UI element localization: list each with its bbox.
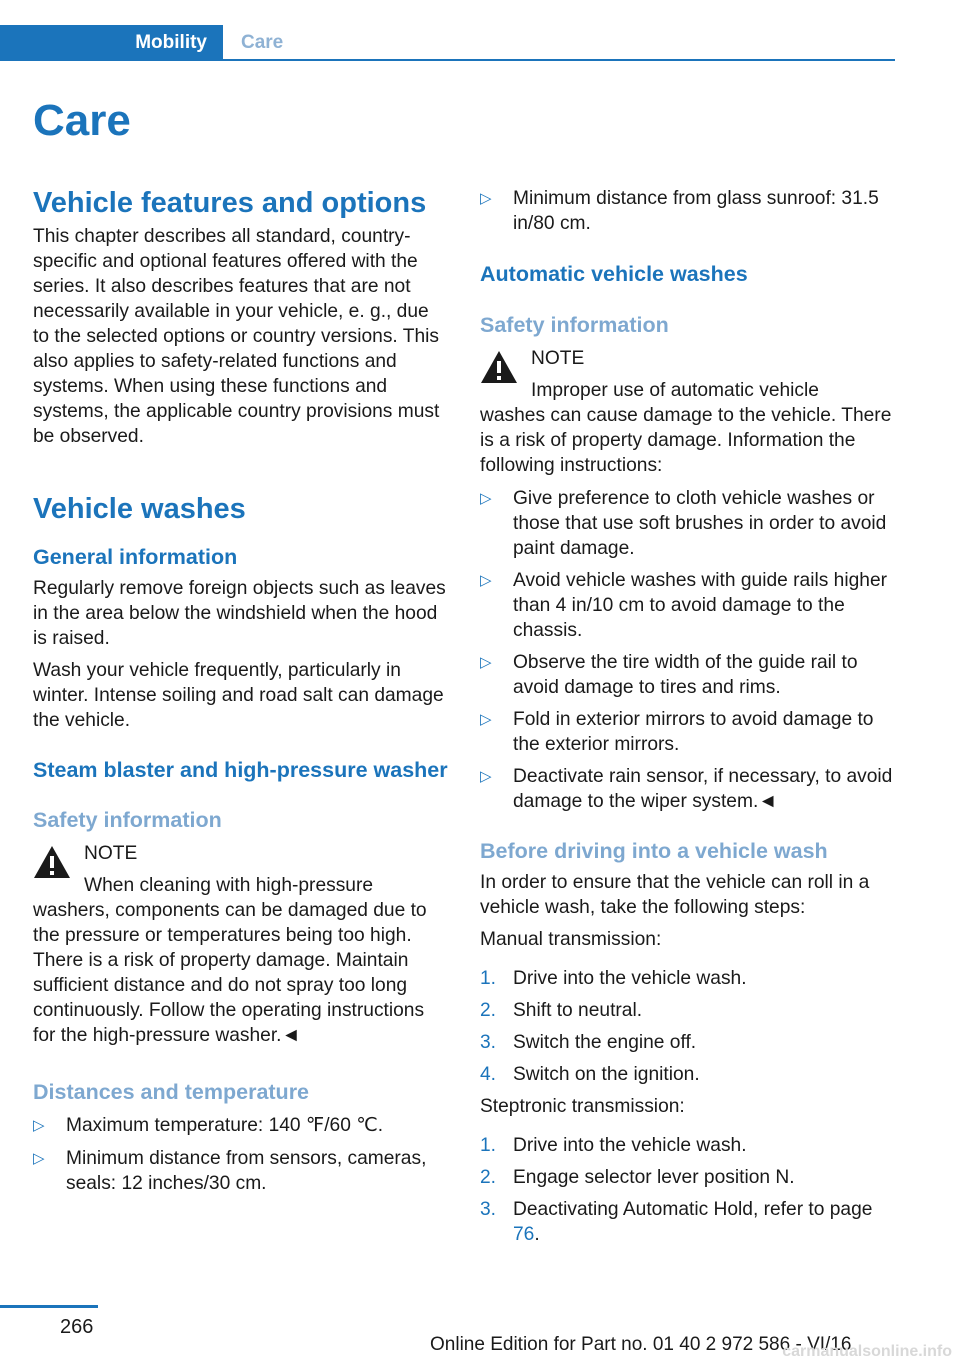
steptronic-steps-list	[480, 1133, 894, 1247]
chapter-title: Care	[33, 96, 131, 145]
step-text: Drive into the vehicle wash.	[513, 1135, 747, 1156]
heading-vehicle-washes: Vehicle washes	[33, 493, 246, 525]
list-item	[480, 764, 894, 814]
list-item-text: Minimum distance from glass sunroof: 31.5 in/80 cm.	[513, 188, 879, 234]
step-text: Engage selector lever position N.	[513, 1167, 795, 1188]
warning-note-left	[33, 841, 448, 866]
list-item	[480, 568, 894, 643]
list-item	[480, 1062, 894, 1087]
header-tabs	[0, 25, 895, 61]
features-paragraph: This chapter describes all standard, country-specific and optional features offered with the series. It also describes features that are not necessarily available in your vehicle, e. g., due to the selected options or country versions. This also applies to safety-related functions and systems. When using these functions and systems, the applicable country provisions must be observed.	[33, 226, 440, 447]
note-text-right: washes can cause damage to the vehicle. There is a risk of property damage. Information the following instructions:	[480, 405, 892, 476]
edition-text: Online Edition for Part no. 01 40 2 972 586 - VI/16	[430, 1334, 852, 1355]
heading-general-information: General information	[33, 545, 238, 569]
warning-triangle-icon	[480, 350, 518, 384]
automatic-wash-list	[480, 486, 894, 814]
heading-steam-blaster: Steam blaster and high-pressure washer	[33, 758, 448, 782]
list-item-text: Deactivate rain sensor, if necessary, to avoid damage to the wiper system.◄	[513, 766, 893, 812]
heading-distances-temperature: Distances and temperature	[33, 1080, 310, 1104]
step-text: Switch on the ignition.	[513, 1064, 700, 1085]
triangle-bullet-icon: ▷	[480, 711, 492, 728]
list-item-text: Minimum distance from sensors, cameras, seals: 12 inches/30 cm.	[66, 1148, 427, 1194]
heading-before-driving: Before driving into a vehicle wash	[480, 839, 828, 863]
note-text-first-line: Improper use of automatic vehicle	[531, 380, 819, 401]
triangle-bullet-icon: ▷	[33, 1150, 45, 1167]
steptronic-transmission-label: Steptronic transmission:	[480, 1096, 685, 1117]
list-item	[480, 650, 894, 700]
heading-automatic-washes: Automatic vehicle washes	[480, 262, 748, 286]
tab-mobility-label: Mobility	[135, 32, 207, 53]
list-item	[33, 1113, 448, 1138]
warning-triangle-icon	[33, 845, 71, 879]
triangle-bullet-icon: ▷	[480, 768, 492, 785]
general-paragraph-1: Regularly remove foreign objects such as leaves in the area below the windshield when the hood is raised.	[33, 578, 446, 649]
step-number: 3.	[480, 1032, 497, 1053]
triangle-bullet-icon: ▷	[480, 572, 492, 589]
page-reference-link[interactable]: 76	[513, 1224, 535, 1245]
warning-note-right	[480, 346, 894, 403]
page-reference-suffix: .	[534, 1224, 540, 1245]
header-rule	[0, 59, 895, 61]
left-column	[33, 186, 448, 1196]
note-label: NOTE	[531, 348, 585, 369]
manual-steps-list	[480, 966, 894, 1087]
triangle-bullet-icon: ▷	[33, 1117, 45, 1134]
list-item	[480, 966, 894, 991]
tab-care[interactable]: Care	[241, 32, 284, 53]
tab-mobility[interactable]	[0, 25, 223, 61]
note-label: NOTE	[84, 843, 138, 864]
list-item	[33, 1146, 448, 1196]
heading-vehicle-features: Vehicle features and options	[33, 187, 427, 219]
list-item-text: Observe the tire width of the guide rail to avoid damage to tires and rims.	[513, 652, 858, 698]
heading-safety-information-left: Safety information	[33, 808, 222, 832]
step-text: Deactivating Automatic Hold, refer to page	[513, 1199, 873, 1220]
general-paragraph-2: Wash your vehicle frequently, particularly in winter. Intense soiling and road salt can damage the vehicle.	[33, 660, 444, 731]
triangle-bullet-icon: ▷	[480, 190, 492, 207]
right-column	[480, 186, 894, 1247]
list-item	[480, 486, 894, 561]
list-item	[480, 1133, 894, 1158]
step-text: Shift to neutral.	[513, 1000, 643, 1021]
page-number: 266	[60, 1316, 94, 1338]
manual-transmission-label: Manual transmission:	[480, 929, 662, 950]
list-item-text: Maximum temperature: 140 ℉/60 ℃.	[66, 1115, 384, 1136]
list-item	[480, 1165, 894, 1190]
list-item	[480, 186, 894, 236]
step-text: Drive into the vehicle wash.	[513, 968, 747, 989]
triangle-bullet-icon: ▷	[480, 490, 492, 507]
distances-list	[33, 1113, 448, 1196]
step-number: 1.	[480, 1135, 497, 1156]
step-number: 4.	[480, 1064, 497, 1085]
step-number: 1.	[480, 968, 497, 989]
step-number: 3.	[480, 1199, 497, 1220]
step-text: Switch the engine off.	[513, 1032, 697, 1053]
step-number: 2.	[480, 1167, 497, 1188]
before-paragraph: In order to ensure that the vehicle can roll in a vehicle wash, take the following steps:	[480, 872, 870, 918]
step-number: 2.	[480, 1000, 497, 1021]
list-item	[480, 1197, 894, 1247]
triangle-bullet-icon: ▷	[480, 654, 492, 671]
list-item-text: Avoid vehicle washes with guide rails higher than 4 in/10 cm to avoid damage to the chassis.	[513, 570, 888, 641]
list-item	[480, 1030, 894, 1055]
list-item	[480, 707, 894, 757]
heading-safety-information-right: Safety information	[480, 313, 669, 337]
list-item-text: Give preference to cloth vehicle washes or those that use soft brushes in order to avoid paint damage.	[513, 488, 887, 559]
list-item	[480, 998, 894, 1023]
distances-list-continued	[480, 186, 894, 236]
note-text-left: When cleaning with high-pressure washers, components can be damaged due to the pressure or temperatures being too high. There is a risk of property damage. Maintain sufficient distance and do not spray too long continuously. Follow the operating instructions for the high-pressure washer.◄	[33, 875, 427, 1046]
footer-rule	[0, 1305, 98, 1308]
watermark: carmanualsonline.info	[782, 1343, 952, 1360]
list-item-text: Fold in exterior mirrors to avoid damage to the exterior mirrors.	[513, 709, 874, 755]
